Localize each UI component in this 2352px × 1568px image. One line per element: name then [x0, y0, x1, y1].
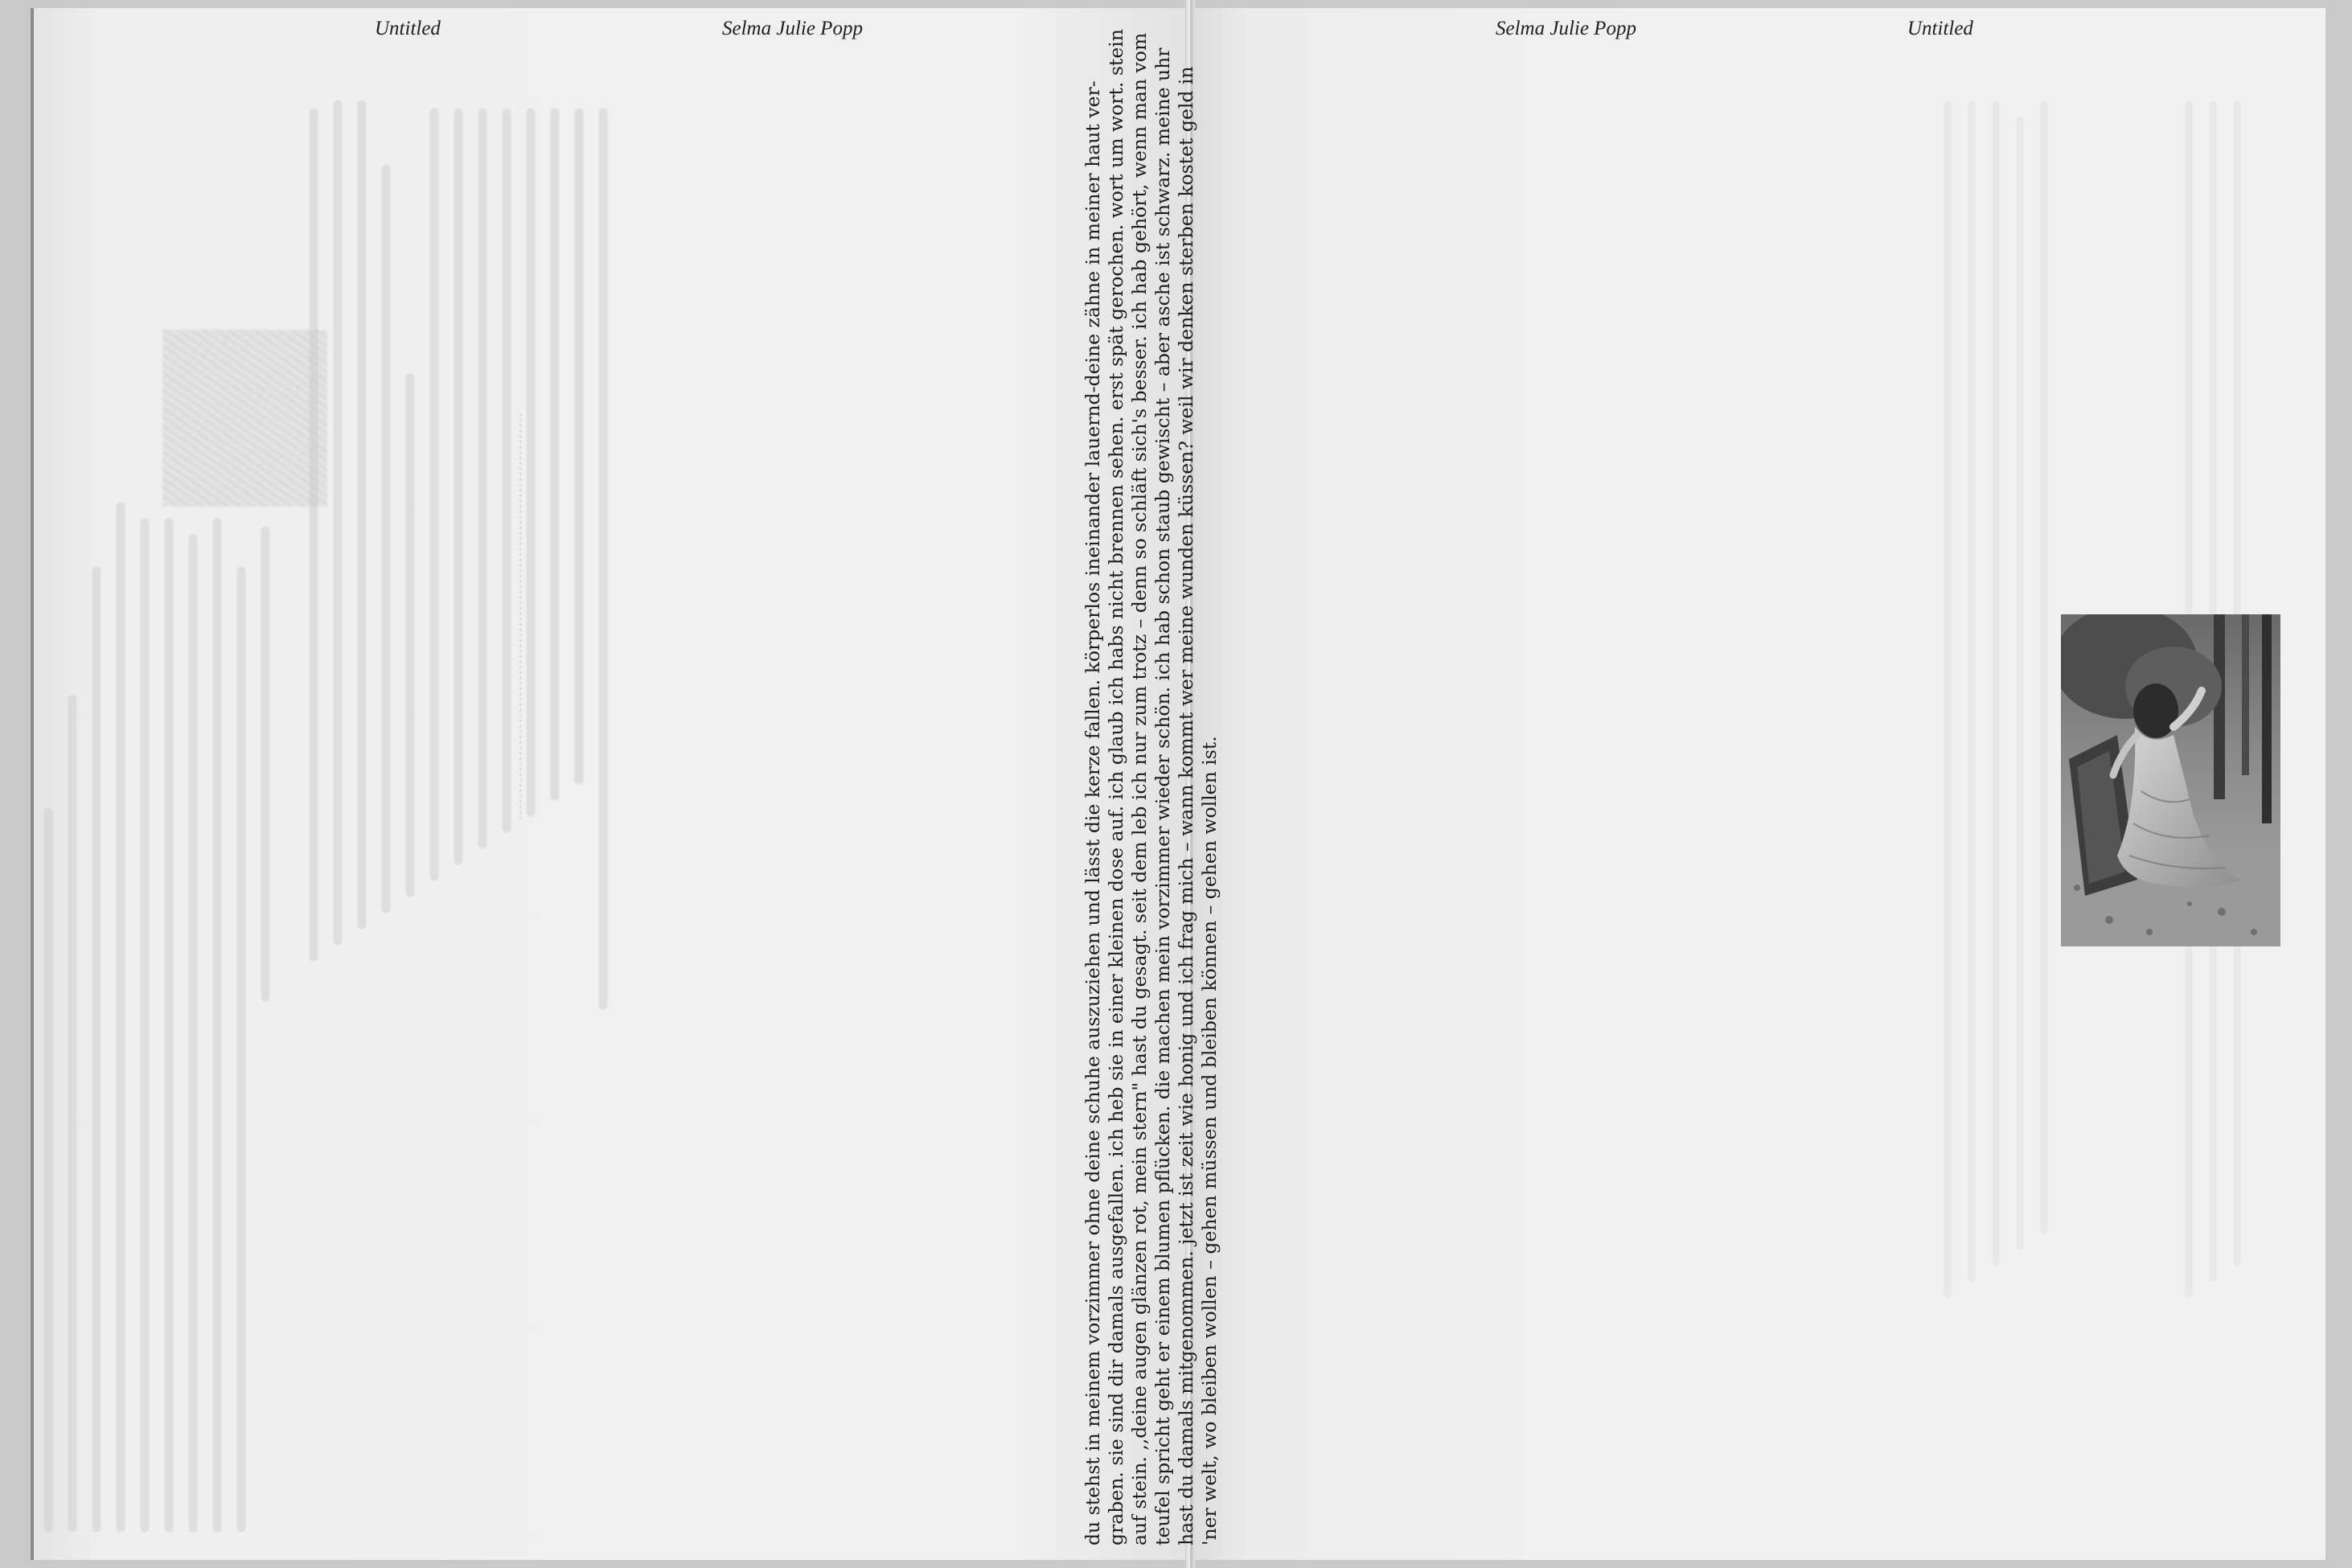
show-through-lines-left — [34, 8, 1192, 1560]
running-header-right-author: Selma Julie Popp — [1496, 18, 1636, 39]
left-page — [31, 8, 1192, 1560]
poem-line: auf stein. ,,deine augen glänzen rot, mein stern" hast du gesagt. seit dem leb ich nur zum trotz – denn so schläft sich's besser. ich hab gehört, wenn man vom — [1128, 32, 1151, 1545]
poem-line: teufel spricht geht er einem blumen pflücken. die machen mein vorzimmer wieder schön. ich hab schon staub gewischt – aber asche ist schwarz. meine uhr — [1151, 47, 1174, 1545]
poem-line: graben. sie sind dir damals ausgefallen. ich heb sie in einer kleinen dose auf. ich glaub ich habs nicht brennen sehen. erst spät gerochen. wort um wort. stein — [1105, 29, 1127, 1545]
poem-line: hast du damals mitgenommen. jetzt ist zeit wie honig und ich frag mich – wann kommt wer meine wunden küssen? weil wir denken sterben kostet geld in — [1175, 66, 1197, 1545]
poem-line: du stehst in meinem vorzimmer ohne deine schuhe auszuziehen und lässt die kerze fallen. körperlos ineinander lauernd-deine zähne in meiner haut ver- — [1082, 80, 1104, 1545]
running-header-left-author: Selma Julie Popp — [722, 18, 863, 39]
show-through-text-block-1: ············································································ — [511, 412, 530, 820]
photograph-figure-in-dress — [2061, 614, 2280, 946]
photograph-illustration — [2061, 614, 2280, 946]
running-header-left-title: Untitled — [375, 18, 441, 39]
show-through-lines-svg — [34, 8, 1192, 1560]
running-header-right-title: Untitled — [1907, 18, 1973, 39]
poem-line: 'ner welt, wo bleiben wollen – gehen müssen und bleiben können – gehen wollen ist. — [1198, 736, 1221, 1545]
poem-text-block — [1082, 29, 1221, 1545]
